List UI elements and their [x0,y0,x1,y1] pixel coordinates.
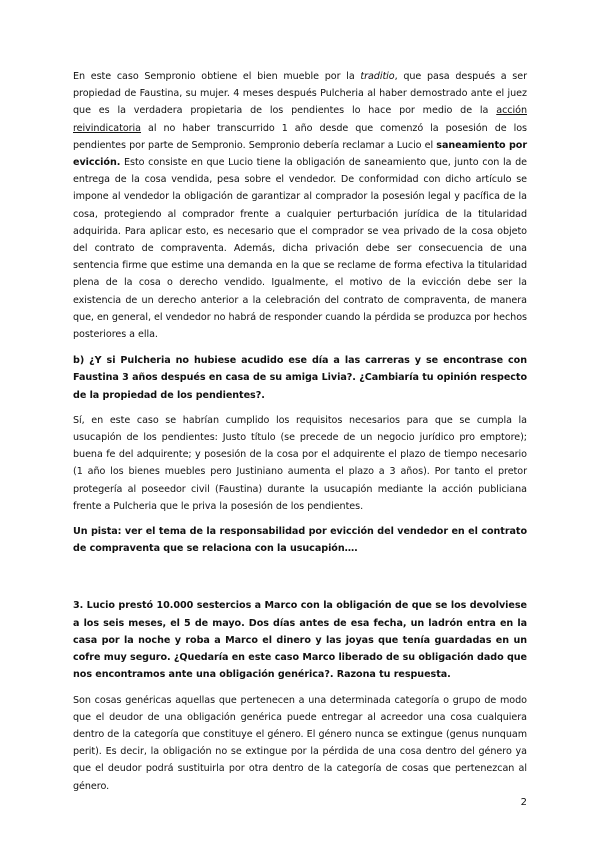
question-3: 3. Lucio prestó 10.000 sestercios a Marco con la obligación de que se los devolviese a los seis meses, el 5 de mayo. Dos días antes de esa fecha, un ladrón entra en la casa por la noche y roba a Marco el dinero y las joyas que tenía guardadas en un cofre muy seguro. ¿Quedaría en este caso Marco liberado de su obligación dado que nos encontramos ante una obligación genérica?. Razona tu respuesta. [73,600,527,681]
paragraph-generic-obligation-answer: Son cosas genéricas aquellas que pertenecen a una determinada categoría o grupo de modo que el deudor de una obligación genérica puede entregar al acreedor una cosa cualquiera dentro de la categoría que constituye el género. El género nunca se extingue (genus nunquam perit). Es decir, la obligación no se extingue por la pérdida de una cosa dentro del género ya que el deudor podrá sustituirla por otra dentro de la categoría de cosas que pertenezcan al género. [73,694,527,792]
hint-paragraph: Un pista: ver el tema de la responsabilidad por evicción del vendedor en el contrato de compraventa que se relaciona con la usucapión…. [73,526,527,555]
paragraph-usucapion-answer: Sí, en este caso se habrían cumplido los requisitos necesarios para que se cumpla la usucapión de los pendientes: Justo título (se precede de un negocio jurídico pro emptore); buena fe del adquirente; y posesión de la cosa por el adquirente el plazo de tiempo necesario (1 año los bienes muebles pero Justiniano aumenta el plazo a 3 años). Por tanto el pretor protegería al poseedor civil (Faustina) durante la usucapión mediante la acción publiciana frente a Pulcheria que le priva la posesión de los pendientes. [73,414,527,512]
paragraph-eviction-answer: En este caso Sempronio obtiene el bien mueble por la traditio, que pasa después a ser propiedad de Faustina, su mujer. 4 meses después Pulcheria al haber demostrado ante el juez que es la verdadera propietaria de los pendientes lo hace por medio de la acción reivindicatoria al no haber transcurrido 1 año desde que comenzó la posesión de los pendientes por parte de Sempronio. Sempronio debería reclamar a Lucio el saneamiento por evicción. Esto consiste en que Lucio tiene la obligación de saneamiento que, junto con la de entrega de la cosa vendida, pesa sobre el vendedor. De conformidad con dicho artículo se impone al vendedor la obligación de garantizar al comprador la posesión legal y pacífica de la cosa, protegiendo al comprador frente a cualquier perturbación jurídica de la titularidad adquirida. Para aplicar esto, es necesario que el comprador se vea privado de la cosa objeto del contrato de compraventa. Además, dicha privación debe ser consecuencia de una sentencia firme que estime una demanda en la que se reclame de forma efectiva la titularidad plena de la cosa o derecho vendido. Igualmente, el motivo de la evicción debe ser la existencia de un derecho anterior a la celebración del contrato de compraventa, de manera que, en general, el vendedor no habrá de responder cuando la pérdida se produzca por hechos posteriores a ella. [73,71,528,341]
underlined-term-accion-reivindicatoria: acción reivindicatoria [73,105,527,134]
italic-term-traditio: traditio [360,71,395,82]
bold-term-saneamiento: saneamiento por evicción. [73,139,528,169]
question-b: b) ¿Y si Pulcheria no hubiese acudido ese día a las carreras y se encontrase con Faustina 3 años después en casa de su amiga Livia?. ¿Cambiaría tu opinión respecto de la propiedad de los pendientes?. [73,355,527,401]
page-number: 2 [520,797,527,808]
